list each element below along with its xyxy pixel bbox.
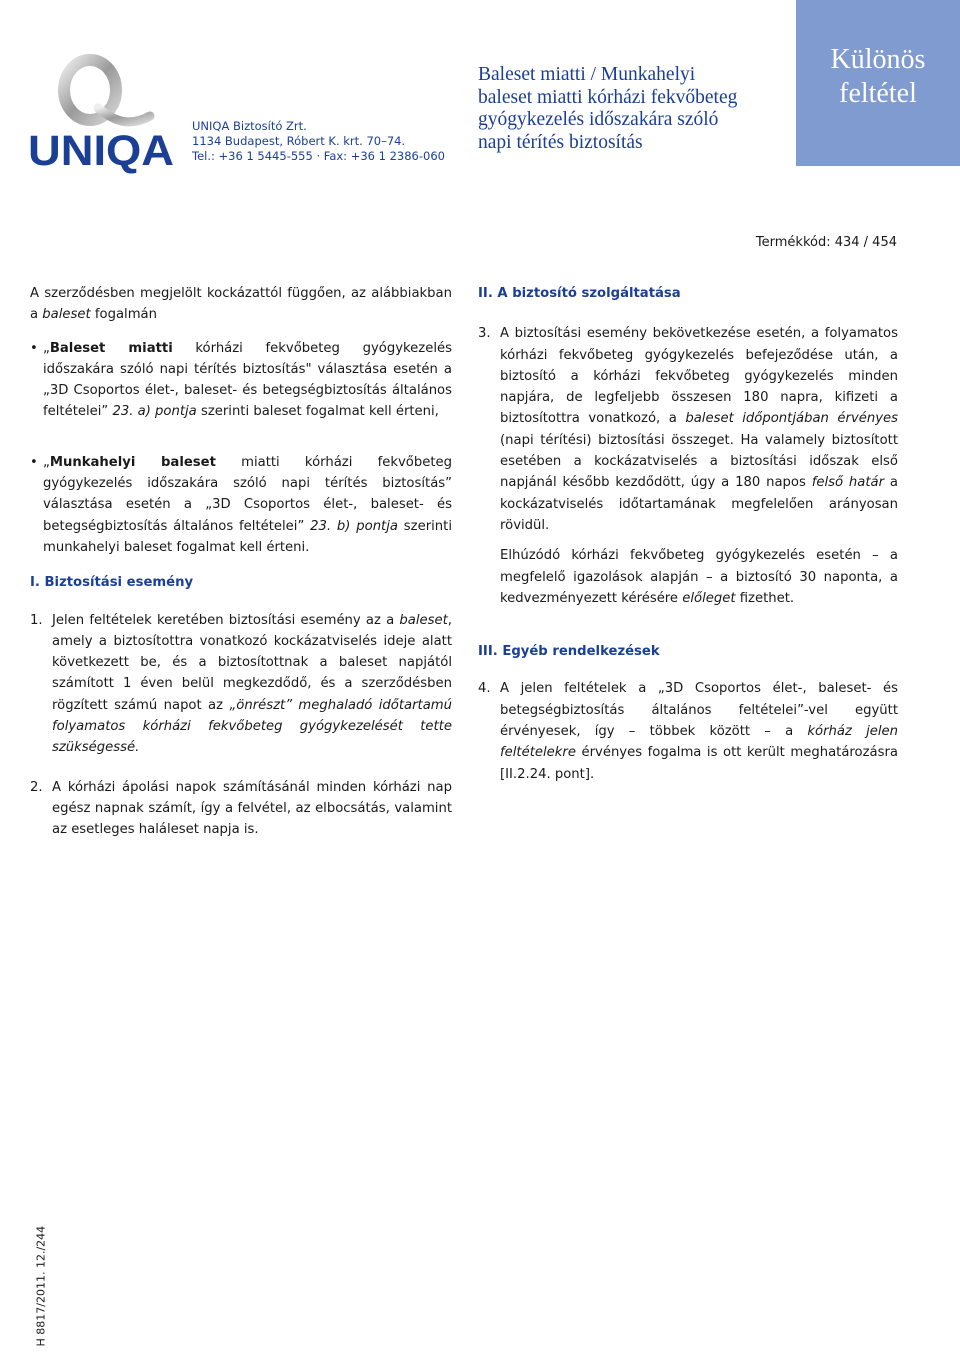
- left-column: [30, 283, 452, 841]
- right-column: [478, 283, 898, 785]
- bullet-icon: •: [30, 454, 38, 470]
- company-address: 1134 Budapest, Róbert K. krt. 70–74.: [192, 134, 406, 148]
- title-line: napi térítés biztosítás: [478, 131, 643, 153]
- title-line: Baleset miatti / Munkahelyi: [478, 64, 696, 85]
- clause-3: 3. A biztosítási esemény bekövetkezése esetén, a folyamatos kórházi fekvőbeteg gyógykezelés befejeződése után, a biztosító a kórházi fekvőbeteg gyógykezelés minden napjára, de legfeljebb összesen 180 napra, kifizeti a biztosítottra vonatkozó, a baleset időpontjában érvényes (napi térítési) biztosítási összeget. Ha valamely biztosított esetében a kockázatviselés a biztosítási időszak első napjánál később kezdődött, úgy a 180 napos felső határ a kockázatviselés időtartamának megfelelően arányosan rövidül.: [478, 323, 898, 536]
- section-heading-3: III. Egyéb rendelkezések: [478, 644, 660, 660]
- definition-bullet-workplace: • „Munkahelyi baleset miatti kórházi fekvőbeteg gyógykezelés időszakára szóló napi térítés biztosítás” választása esetén a „3D Csoportos élet-, baleset- és betegségbiztosítás általános feltételei” 23. b) pontja szerinti munkahelyi baleset fogalmat kell érteni.: [30, 452, 452, 558]
- form-code: H 8817/2011. 12./244: [34, 1225, 48, 1347]
- clause-number: 1.: [30, 612, 43, 628]
- uniqa-logo-mark: [28, 50, 178, 175]
- clause-number: 4.: [478, 681, 491, 697]
- clause-number: 2.: [30, 779, 43, 795]
- product-code: Termékkód: 434 / 454: [755, 235, 897, 250]
- company-info: [192, 119, 445, 164]
- company-name: UNIQA Biztosító Zrt.: [192, 119, 307, 133]
- company-contact: Tel.: +36 1 5445-555 · Fax: +36 1 2386-060: [192, 149, 445, 163]
- badge-line: feltétel: [839, 78, 917, 109]
- intro-paragraph: A szerződésben megjelölt kockázattól függően, az alábbiakban a baleset fogalmán: [30, 286, 452, 323]
- title-line: baleset miatti kórházi fekvőbeteg: [478, 86, 738, 108]
- section-heading-1: I. Biztosítási esemény: [30, 575, 194, 591]
- title-line: gyógykezelés időszakára szóló: [478, 109, 719, 130]
- uniqa-logo: [28, 50, 178, 175]
- logo-text: UNIQA: [28, 127, 174, 175]
- clause-4: 4. A jelen feltételek a „3D Csoportos élet-, baleset- és betegségbiztosítás általános feltételei”-vel együtt érvényesek, így – többek között – a kórház jelen feltételekre érvényes fogalma is ott került meghatározásra [II.2.24. pont].: [478, 678, 898, 784]
- clause-2: 2. A kórházi ápolási napok számításánál minden kórházi nap egész napnak számít, így a felvétel, az elbocsátás, valamint az esetleges haláleset napja is.: [30, 777, 452, 841]
- section-heading-2: II. A biztosító szolgáltatása: [478, 286, 681, 301]
- clause-number: 3.: [478, 326, 491, 342]
- clause-1: 1. Jelen feltételek keretében biztosítási esemény az a baleset, amely a biztosítottra vonatkozó kockázatviselés ideje alatt következett be, és a biztosítottnak a baleset napjától számított 1 éven belül megkezdődő, és a szerződésben rögzített számú napot az „önrészt” meghaladó időtartamú folyamatos kórházi fekvőbeteg gyógykezelését tette szükségessé.: [30, 610, 452, 759]
- clause-3-paragraph-2: Elhúzódó kórházi fekvőbeteg gyógykezelés esetén – a megfelelő igazolások alapján – a biztosító 30 naponta, a kedvezményezett kérésére előleget fizethet.: [500, 548, 898, 606]
- bullet-icon: •: [30, 340, 38, 356]
- document-type-badge: [796, 0, 960, 166]
- badge-line: Különös: [830, 44, 926, 75]
- definition-bullet-accident: • „Baleset miatti kórházi fekvőbeteg gyógykezelés időszakára szóló napi térítés biztosítás" választása esetén a „3D Csoportos élet-, baleset- és betegségbiztosítás általános feltételei” 23. a) pontja szerinti baleset fogalmat kell érteni,: [30, 338, 452, 423]
- document-title: [478, 64, 737, 154]
